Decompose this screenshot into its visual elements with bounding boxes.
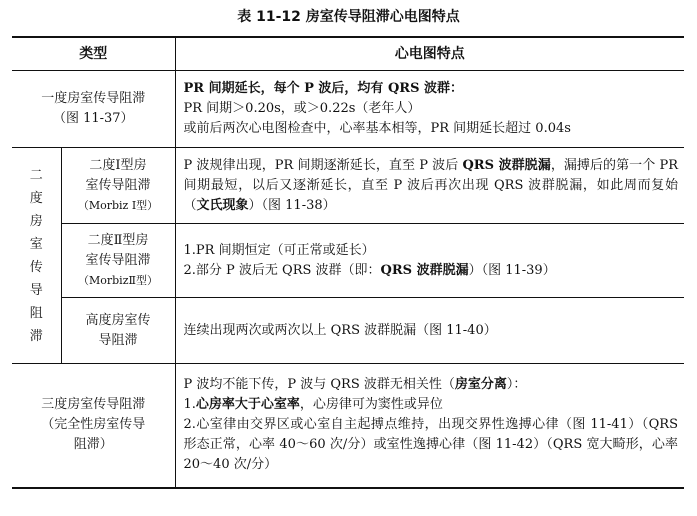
row-high-degree <box>12 298 684 364</box>
row-second-degree-type1 <box>12 148 684 224</box>
type1-text1: P 波规律出现，PR 间期逐渐延长，直至 P 波后 <box>183 157 463 173</box>
group-char: 导 <box>29 282 43 298</box>
table-title: 表 11-12 房室传导阻滞心电图特点 <box>237 9 460 25</box>
row-third-degree <box>12 364 684 488</box>
first-degree-line1: PR 间期延长，每个 P 波后，均有 QRS 波群： <box>183 81 464 96</box>
av-block-table <box>12 36 684 489</box>
type1-features <box>175 148 684 224</box>
third-line1-bold: 房室分离 <box>454 377 507 393</box>
third-line2-num: 1. <box>183 397 196 413</box>
header-features: 心电图特点 <box>175 37 684 71</box>
type2-name-line3: （MorbizⅡ型） <box>78 273 158 287</box>
third-line1-end: ）： <box>506 377 527 393</box>
row-second-degree-type2 <box>12 224 684 298</box>
first-degree-name: 一度房室传导阻滞 <box>41 91 146 106</box>
type1-bold1: QRS 波群脱漏 <box>462 157 551 173</box>
type2-name <box>61 224 175 298</box>
type1-name-line3: （Morbiz Ⅰ型） <box>77 198 159 212</box>
third-line2 <box>184 395 679 415</box>
group-char: 房 <box>29 213 43 229</box>
type1-name <box>61 148 175 224</box>
third-name-line1: 三度房室传导阻滞 <box>41 397 146 413</box>
first-degree-line3: 或前后两次心电图检查中，心率基本相等，PR 间期延长超过 0.04s <box>183 121 571 136</box>
type2-name-line1: 二度Ⅱ型房 <box>87 232 149 248</box>
third-line2-bold: 心房率大于心室率 <box>195 397 300 413</box>
group-char: 滞 <box>29 328 43 344</box>
row-first-degree <box>12 71 684 148</box>
type2-line2-text: 2.部分 P 波后无 QRS 波群（即： <box>183 262 381 278</box>
group-char: 度 <box>29 190 43 206</box>
group-char: 阻 <box>29 305 43 321</box>
high-degree-name <box>61 298 175 364</box>
third-name-line3: 阻滞） <box>73 437 113 453</box>
type1-text2: ，漏搏后的第一个 PR 间期最短，以后又逐渐延长，直至 P 波后再次出现 QRS 波群脱漏，如此周而复始（ <box>183 157 678 213</box>
first-degree-features <box>175 71 684 148</box>
group-char: 室 <box>29 236 43 252</box>
third-line3: 2.心室律由交界区或心室自主起搏点维持，出现交界性逸搏心律（图 11-41）（QRS 形态正常，心率 40～60 次/分）或室性逸搏心律（图 11-42）（QRS 宽大畸形，心率 20～40 次/分） <box>183 417 678 473</box>
third-line2-text: ，心房律可为窦性或异位 <box>299 397 443 413</box>
type1-text3: ）（图 11-38） <box>248 197 336 213</box>
type2-name-line2: 室传导阻滞 <box>85 252 151 268</box>
third-name-line2: （完全性房室传导 <box>41 417 146 433</box>
third-degree-type <box>12 364 175 488</box>
header-row <box>12 37 684 71</box>
first-degree-line2: PR 间期＞0.20s，或＞0.22s（老年人） <box>183 101 421 116</box>
header-type: 类型 <box>12 37 175 71</box>
third-degree-features <box>175 364 684 488</box>
type2-line1: 1.PR 间期恒定（可正常或延长） <box>183 242 375 258</box>
type2-line2-bold: QRS 波群脱漏 <box>380 262 469 278</box>
high-name-line2: 导阻滞 <box>98 332 138 348</box>
type1-name-line1: 二度Ⅰ型房 <box>89 157 147 173</box>
type1-name-line2: 室传导阻滞 <box>85 177 151 193</box>
first-degree-fig: （图 11-37） <box>52 111 134 126</box>
third-line1 <box>184 375 679 395</box>
second-degree-group-label <box>12 148 61 364</box>
group-char: 传 <box>29 259 43 275</box>
group-char: 二 <box>29 167 43 183</box>
high-name-line1: 高度房室传 <box>85 312 151 328</box>
first-degree-type <box>12 71 175 148</box>
high-degree-features: 连续出现两次或两次以上 QRS 波群脱漏（图 11-40） <box>175 298 684 364</box>
type2-line2 <box>184 261 679 281</box>
type2-features <box>175 224 684 298</box>
third-line1-text: P 波均不能下传，P 波与 QRS 波群无相关性（ <box>183 377 455 393</box>
type2-line2-fig: ）（图 11-39） <box>468 262 556 278</box>
type1-bold2: 文氏现象 <box>196 197 249 213</box>
